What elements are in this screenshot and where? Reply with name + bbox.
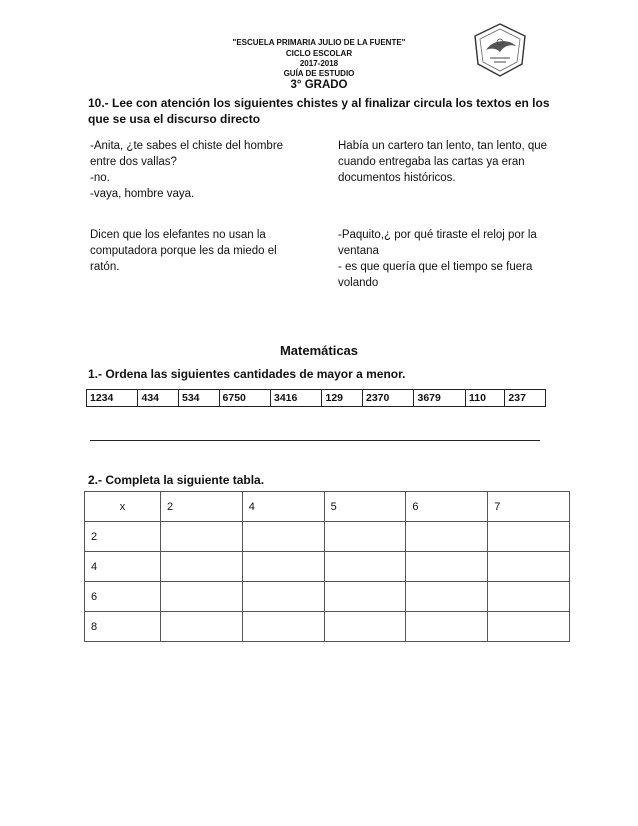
- number-cell: 129: [322, 390, 363, 407]
- math-q2-prompt: 2.- Completa la siguiente tabla.: [88, 473, 265, 487]
- joke-1: [90, 138, 320, 202]
- corner-cell: x: [85, 492, 161, 522]
- answer-cell[interactable]: [161, 522, 243, 552]
- joke-1-line: entre dos vallas?: [90, 156, 177, 168]
- table-header-row: [85, 492, 570, 522]
- joke-3-line: computadora porque les da miedo el: [90, 245, 277, 257]
- answer-cell[interactable]: [488, 522, 570, 552]
- answer-cell[interactable]: [161, 612, 243, 642]
- answer-cell[interactable]: [324, 582, 406, 612]
- answer-cell[interactable]: [242, 522, 324, 552]
- math-section-title: Matemáticas: [279, 343, 359, 358]
- multiplication-table: [84, 491, 570, 642]
- answer-cell[interactable]: [406, 552, 488, 582]
- school-years: 2017-2018: [299, 59, 339, 68]
- table-row: [85, 612, 570, 642]
- row-header: 6: [85, 582, 161, 612]
- grade-title: 3° GRADO: [290, 79, 348, 91]
- joke-1-line: -Anita, ¿te sabes el chiste del hombre: [90, 140, 284, 152]
- column-header: 2: [161, 492, 243, 522]
- joke-2-line: cuando entregaba las cartas ya eran: [338, 156, 525, 168]
- joke-1-line: -no.: [90, 172, 110, 184]
- answer-cell[interactable]: [242, 582, 324, 612]
- number-cell: 434: [138, 390, 179, 407]
- number-cell: 1234: [87, 390, 138, 407]
- joke-4-line: -Paquito,¿ por qué tiraste el reloj por la: [338, 229, 537, 241]
- joke-4-line: ventana: [338, 245, 379, 257]
- column-header: 4: [242, 492, 324, 522]
- table-row: [85, 552, 570, 582]
- row-header: 8: [85, 612, 161, 642]
- answer-cell[interactable]: [242, 612, 324, 642]
- answer-cell[interactable]: [488, 552, 570, 582]
- number-cell: 534: [179, 390, 220, 407]
- study-guide-label: GUÍA DE ESTUDIO: [283, 69, 355, 78]
- answer-cell[interactable]: [406, 612, 488, 642]
- math-q1-prompt: 1.- Ordena las siguientes cantidades de mayor a menor.: [88, 367, 406, 381]
- number-cell: 3679: [414, 390, 465, 407]
- column-header: 6: [406, 492, 488, 522]
- column-header: 7: [488, 492, 570, 522]
- answer-cell[interactable]: [324, 552, 406, 582]
- answer-cell[interactable]: [324, 612, 406, 642]
- numbers-table: [86, 389, 546, 407]
- answer-cell[interactable]: [406, 582, 488, 612]
- table-row: [85, 522, 570, 552]
- number-cell: 6750: [219, 390, 270, 407]
- joke-3-line: ratón.: [90, 261, 120, 273]
- joke-1-line: -vaya, hombre vaya.: [90, 188, 195, 200]
- school-cycle-label: CICLO ESCOLAR: [285, 49, 353, 58]
- answer-cell[interactable]: [488, 582, 570, 612]
- row-header: 4: [85, 552, 161, 582]
- joke-4: [338, 227, 568, 291]
- answer-cell[interactable]: [161, 582, 243, 612]
- number-cell: 237: [505, 390, 546, 407]
- row-header: 2: [85, 522, 161, 552]
- table-row: [85, 582, 570, 612]
- joke-3: [90, 227, 320, 275]
- answer-cell[interactable]: [242, 552, 324, 582]
- answer-cell[interactable]: [406, 522, 488, 552]
- school-name: "ESCUELA PRIMARIA JULIO DE LA FUENTE": [232, 38, 406, 47]
- number-cell: 110: [465, 390, 504, 407]
- school-logo-icon: [470, 22, 530, 78]
- joke-4-line: volando: [338, 277, 379, 289]
- q10-prompt: 10.- Lee con atención los siguientes chistes y al finalizar circula los textos en los que se usa el discurso directo: [88, 96, 550, 126]
- answer-cell[interactable]: [324, 522, 406, 552]
- answer-line[interactable]: [90, 440, 540, 441]
- answer-cell[interactable]: [488, 612, 570, 642]
- joke-2-line: documentos históricos.: [338, 172, 456, 184]
- answer-cell[interactable]: [161, 552, 243, 582]
- joke-3-line: Dicen que los elefantes no usan la: [90, 229, 266, 241]
- number-cell: 2370: [363, 390, 414, 407]
- joke-2: [338, 138, 568, 186]
- number-cell: 3416: [271, 390, 322, 407]
- column-header: 5: [324, 492, 406, 522]
- joke-2-line: Había un cartero tan lento, tan lento, que: [338, 140, 548, 152]
- numbers-row: [87, 390, 546, 407]
- joke-4-line: - es que quería que el tiempo se fuera: [338, 261, 533, 273]
